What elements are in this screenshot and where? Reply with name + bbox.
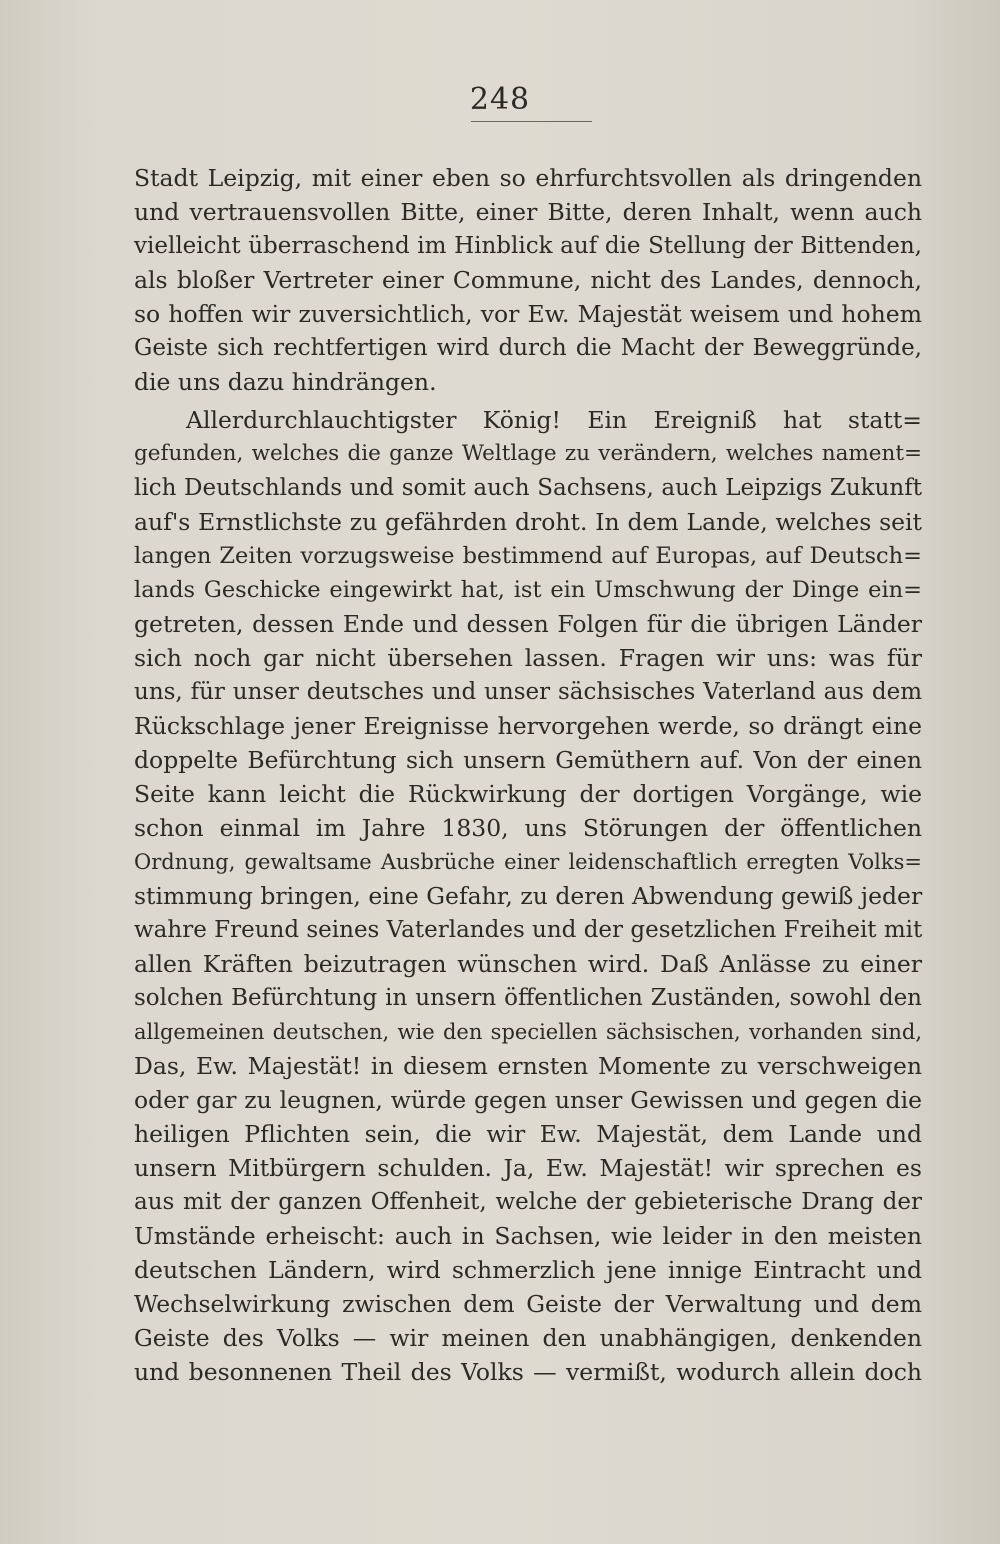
text-line: allgemeinen deutschen, wie den speciellen sächsischen, vorhanden sind,	[134, 1020, 922, 1044]
text-line: deutschen Ländern, wird schmerzlich jene innige Eintracht und	[134, 1256, 922, 1284]
text-line: Ordnung, gewaltsame Ausbrüche einer leidenschaftlich erregten Volks=	[134, 850, 922, 874]
text-line: die uns dazu hindrängen.	[134, 368, 437, 396]
text-line: Rückschlage jener Ereignisse hervorgehen werde, so drängt eine	[134, 712, 922, 740]
text-line: langen Zeiten vorzugsweise bestimmend auf Europas, auf Deutsch=	[134, 543, 922, 569]
text-line: doppelte Befürchtung sich unsern Gemüthern auf. Von der einen	[134, 746, 922, 774]
text-line: schon einmal im Jahre 1830, uns Störungen der öffentlichen	[134, 814, 922, 842]
text-line: Stadt Leipzig, mit einer eben so ehrfurchtsvollen als dringenden	[134, 164, 922, 192]
text-line: Geiste des Volks — wir meinen den unabhängigen, denkenden	[134, 1324, 922, 1352]
text-line: lands Geschicke eingewirkt hat, ist ein Umschwung der Dinge ein=	[134, 577, 922, 603]
text-line: sich noch gar nicht übersehen lassen. Fragen wir uns: was für	[134, 644, 922, 672]
text-line: stimmung bringen, eine Gefahr, zu deren Abwendung gewiß jeder	[134, 882, 923, 910]
header-rule	[471, 121, 592, 122]
text-line: Geiste sich rechtfertigen wird durch die Macht der Beweggründe,	[134, 335, 922, 361]
text-line: so hoffen wir zuversichtlich, vor Ew. Majestät weisem und hohem	[134, 300, 922, 328]
text-line: getreten, dessen Ende und dessen Folgen für die übrigen Länder	[134, 610, 922, 638]
text-line: oder gar zu leugnen, würde gegen unser Gewissen und gegen die	[134, 1086, 922, 1114]
text-line: unsern Mitbürgern schulden. Ja, Ew. Majestät! wir sprechen es	[134, 1154, 922, 1182]
text-line: und besonnenen Theil des Volks — vermißt, wodurch allein doch	[134, 1358, 922, 1386]
text-line: Wechselwirkung zwischen dem Geiste der Verwaltung und dem	[134, 1290, 922, 1318]
text-line: Das, Ew. Majestät! in diesem ernsten Momente zu verschweigen	[134, 1052, 922, 1080]
text-line: gefunden, welches die ganze Weltlage zu verändern, welches nament=	[134, 441, 922, 466]
text-line: allen Kräften beizutragen wünschen wird. Daß Anlässe zu einer	[134, 950, 922, 978]
text-line: als bloßer Vertreter einer Commune, nicht des Landes, dennoch,	[134, 266, 922, 294]
text-line: wahre Freund seines Vaterlandes und der gesetzlichen Freiheit mit	[134, 917, 923, 943]
page-number: 248	[469, 82, 531, 117]
text-line: und vertrauensvollen Bitte, einer Bitte, deren Inhalt, wenn auch	[134, 198, 922, 226]
text-line: auf's Ernstlichste zu gefährden droht. In dem Lande, welches seit	[134, 508, 922, 536]
text-line: uns, für unser deutsches und unser sächsisches Vaterland aus dem	[134, 679, 922, 705]
text-line: lich Deutschlands und somit auch Sachsens, auch Leipzigs Zukunft	[134, 475, 922, 501]
text-line: solchen Befürchtung in unsern öffentlichen Zuständen, sowohl den	[134, 985, 922, 1011]
text-line: aus mit der ganzen Offenheit, welche der gebieterische Drang der	[134, 1189, 922, 1215]
text-line: Allerdurchlauchtigster König! Ein Ereigniß hat statt=	[186, 406, 922, 434]
text-line: vielleicht überraschend im Hinblick auf die Stellung der Bittenden,	[134, 233, 922, 259]
text-line: Umstände erheischt: auch in Sachsen, wie leider in den meisten	[134, 1222, 922, 1250]
text-line: Seite kann leicht die Rückwirkung der dortigen Vorgänge, wie	[134, 780, 922, 808]
text-line: heiligen Pflichten sein, die wir Ew. Majestät, dem Lande und	[134, 1120, 922, 1148]
